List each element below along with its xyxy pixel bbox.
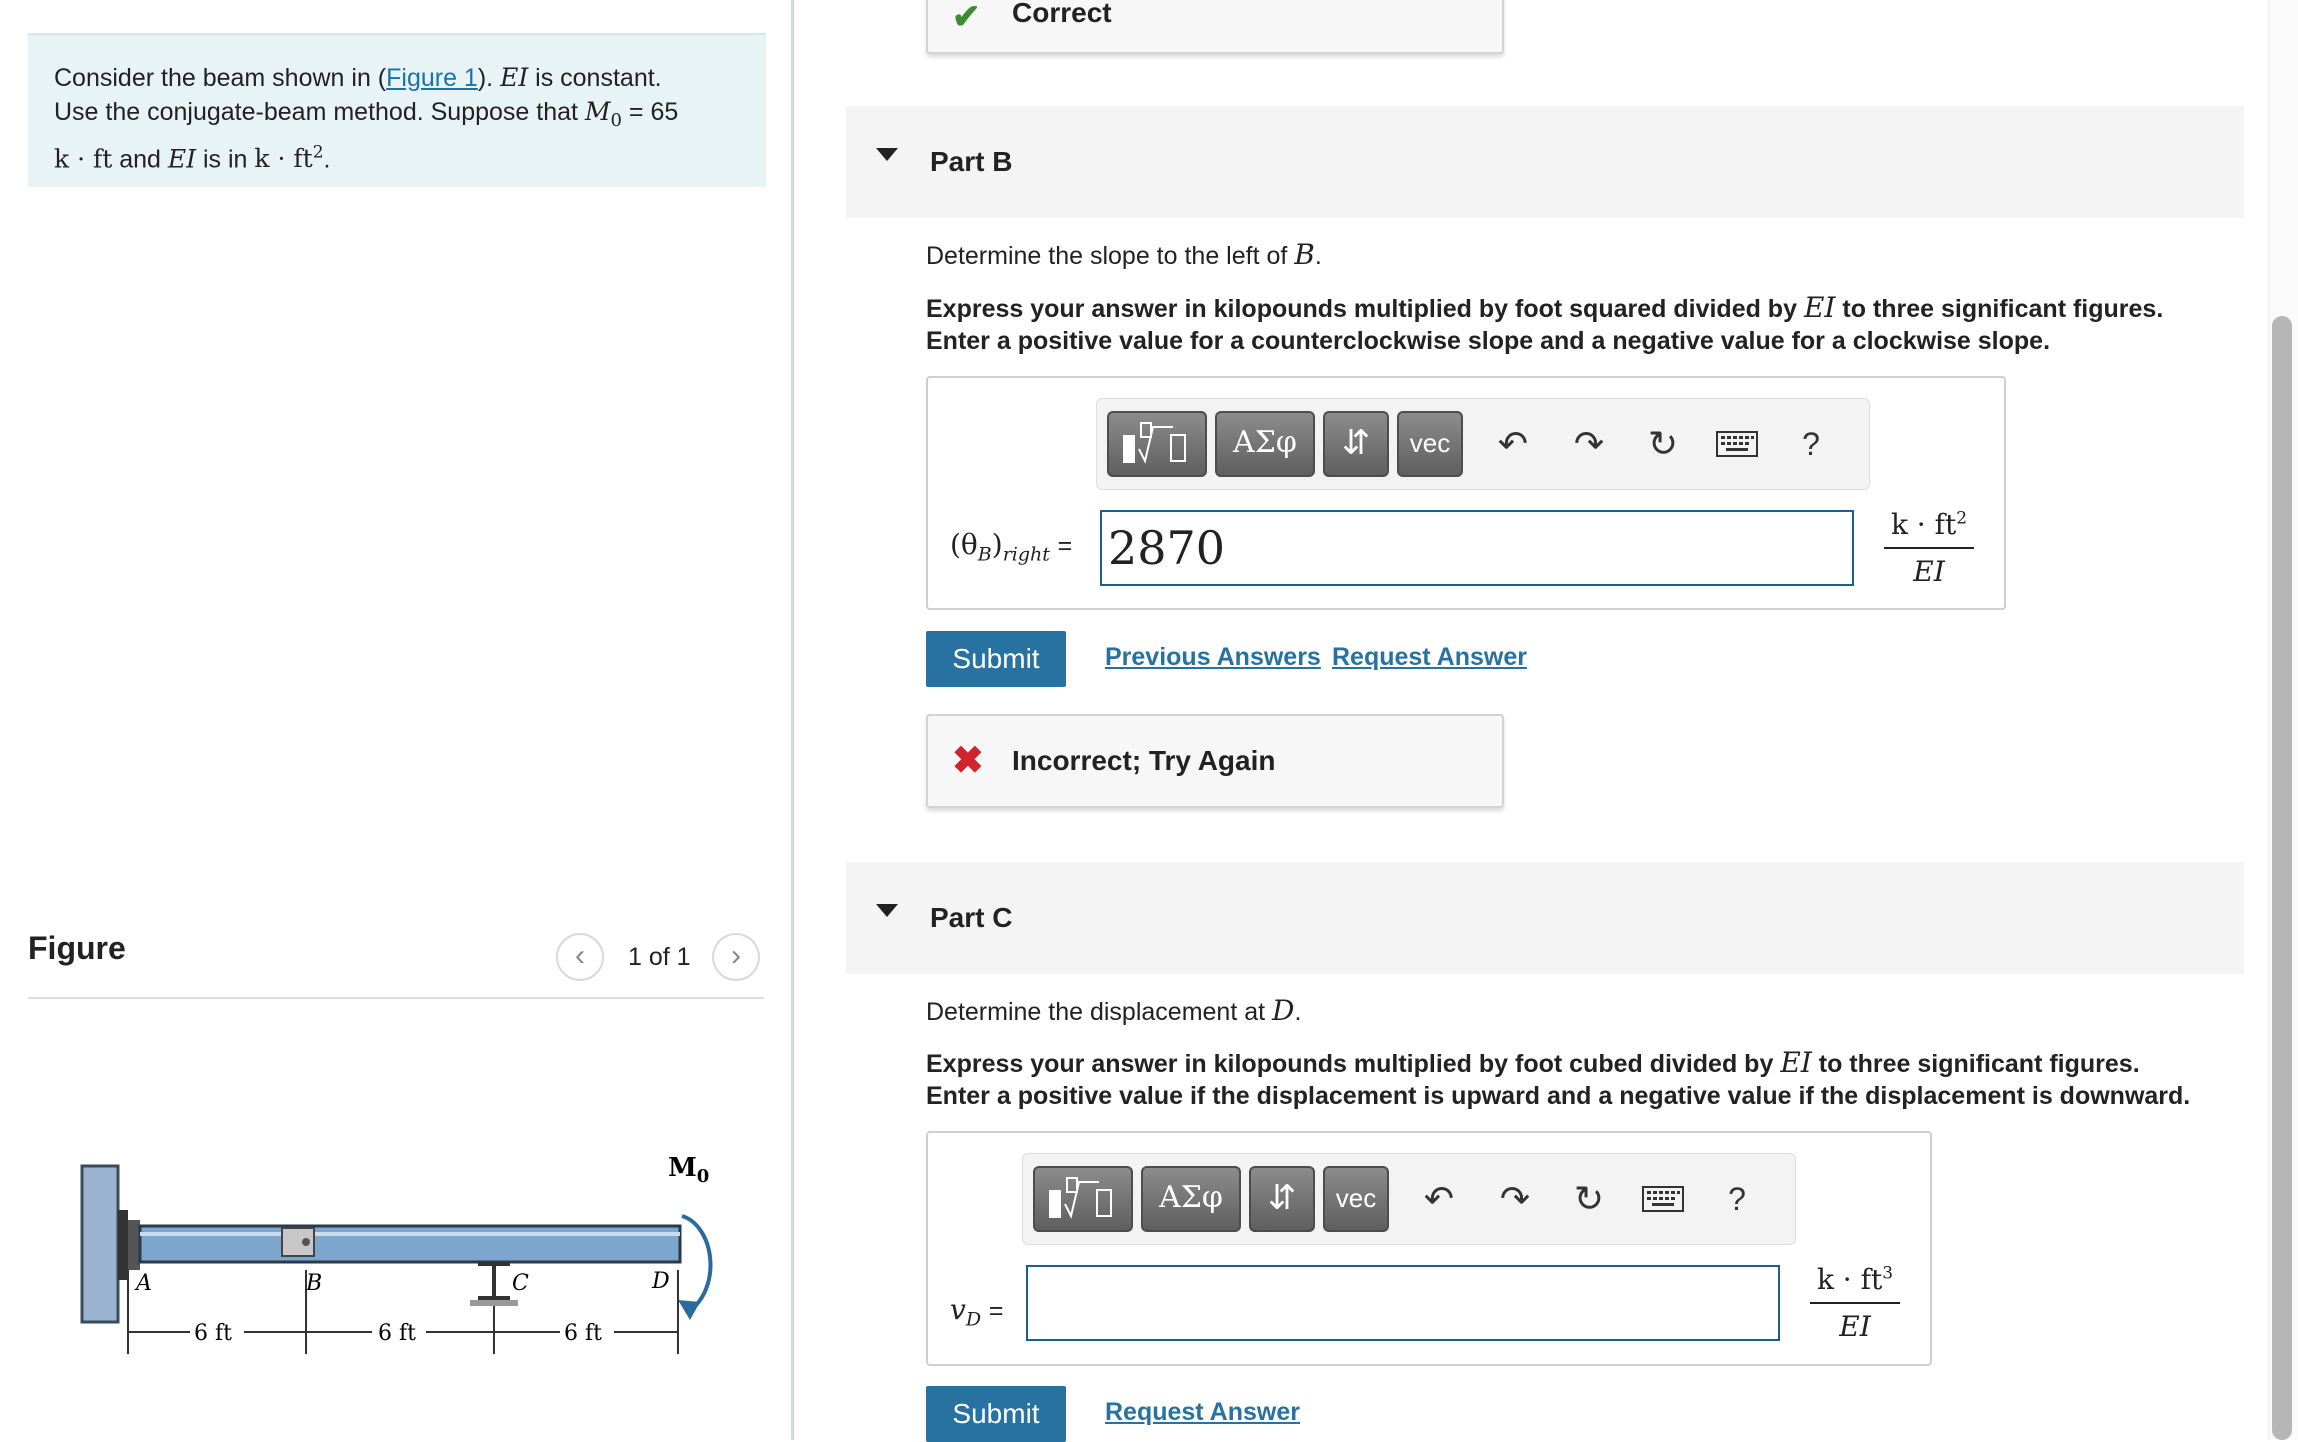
- redo-icon[interactable]: ↷: [1573, 423, 1605, 464]
- keyboard-icon[interactable]: [1639, 1172, 1687, 1226]
- feedback-text: Incorrect; Try Again: [1012, 745, 1276, 776]
- arrows-button[interactable]: ⇵: [1323, 411, 1389, 477]
- part-b-submit-button[interactable]: Submit: [926, 631, 1066, 687]
- chevron-right-icon[interactable]: ›: [712, 933, 760, 981]
- problem-text-3: is constant.: [535, 64, 662, 92]
- dim-span-3: 6 ft: [564, 1321, 602, 1346]
- problem-pane: [0, 0, 793, 1440]
- chevron-left-icon[interactable]: ‹: [556, 933, 604, 981]
- math-toolbar: [1022, 1153, 1796, 1245]
- label-d: D: [652, 1269, 670, 1294]
- part-c-title: Part C: [930, 902, 1013, 933]
- unit-kft2: $k \cdot ft^2$: [254, 143, 324, 174]
- moment-label: $M_0$: [668, 1153, 710, 1187]
- part-c-instructions: Express your answer in kilopounds multiplied by foot cubed divided by EI to three significant figures. Enter a positive value if the displacement is upward and a negative value if the displacement is downward.: [926, 1046, 2191, 1110]
- help-button[interactable]: ?: [1728, 1181, 1746, 1217]
- part-b-variable: $(\theta_B)_{right}$ =: [950, 528, 1073, 566]
- redo-icon[interactable]: ↷: [1499, 1178, 1531, 1219]
- label-c: C: [512, 1271, 529, 1296]
- part-b-units: $\frac{k \cdot ft^2}{EI}$: [1884, 508, 1974, 588]
- part-b-answer-box: [926, 376, 2006, 610]
- greek-symbols-button[interactable]: ΑΣφ: [1215, 411, 1315, 477]
- part-b-feedback: [926, 714, 1504, 808]
- answer-pane: [794, 0, 2260, 1440]
- templates-button[interactable]: [1107, 411, 1207, 477]
- part-c-answer-box: [926, 1131, 1932, 1366]
- support-c: [470, 1264, 518, 1306]
- beam-figure: [60, 1140, 740, 1380]
- caret-down-icon[interactable]: [876, 904, 898, 917]
- ei-symbol-2: EI: [167, 144, 197, 174]
- part-c-question: Determine the displacement at D.: [926, 994, 1302, 1027]
- part-c-submit-button[interactable]: Submit: [926, 1386, 1066, 1442]
- figure-link[interactable]: Figure 1: [386, 64, 478, 92]
- part-c-request-answer-link[interactable]: Request Answer: [1105, 1398, 1300, 1426]
- part-b-instructions: Express your answer in kilopounds multiplied by foot squared divided by EI to three significant figures. Enter a positive value for a counterclockwise slope and a negative value for a clockwise slope.: [926, 291, 2164, 355]
- undo-icon[interactable]: ↶: [1423, 1178, 1455, 1219]
- wall-support: [82, 1166, 118, 1322]
- previous-answers-link[interactable]: Previous Answers: [1105, 643, 1321, 671]
- moment-arrow: [682, 1216, 710, 1310]
- templates-button[interactable]: [1033, 1166, 1133, 1232]
- arrows-button[interactable]: ⇵: [1249, 1166, 1315, 1232]
- greek-symbols-button[interactable]: ΑΣφ: [1141, 1166, 1241, 1232]
- scrollbar-thumb[interactable]: [2272, 316, 2292, 1440]
- keyboard-icon[interactable]: [1713, 417, 1761, 471]
- part-b-title: Part B: [930, 146, 1013, 177]
- vector-button[interactable]: vec: [1397, 411, 1463, 477]
- caret-down-icon[interactable]: [876, 148, 898, 161]
- reset-icon[interactable]: ↻: [1573, 1178, 1605, 1219]
- dim-span-2: 6 ft: [378, 1321, 416, 1346]
- m0-value: = 65: [628, 98, 679, 126]
- unit-kft: k · ft: [54, 144, 113, 174]
- dim-span-1: 6 ft: [194, 1321, 232, 1346]
- vector-button[interactable]: vec: [1323, 1166, 1389, 1232]
- problem-text-2: ).: [477, 64, 494, 92]
- problem-text-6: is in: [203, 145, 248, 174]
- checkmark-icon: ✔: [952, 0, 981, 36]
- part-b-question: Determine the slope to the left of B.: [926, 238, 1322, 271]
- part-c-answer-input[interactable]: [1026, 1265, 1780, 1341]
- problem-period: .: [323, 145, 331, 174]
- part-c-header[interactable]: [846, 862, 2244, 974]
- beam: [140, 1226, 680, 1262]
- ei-symbol: EI: [500, 63, 529, 92]
- figure-counter: 1 of 1: [628, 943, 691, 971]
- part-c-variable: $v_D$ =: [950, 1293, 1004, 1331]
- problem-text-4: Use the conjugate-beam method. Suppose that: [54, 98, 578, 126]
- problem-text-1: Consider the beam shown in (: [54, 64, 387, 92]
- math-toolbar: [1096, 398, 1870, 490]
- part-a-feedback: [926, 0, 1504, 54]
- m0-symbol: $M_0$: [584, 97, 622, 131]
- label-b: B: [306, 1271, 323, 1296]
- label-a: A: [136, 1271, 152, 1296]
- x-mark-icon: ✖: [952, 740, 984, 782]
- part-b-request-answer-link[interactable]: Request Answer: [1332, 643, 1527, 671]
- undo-icon[interactable]: ↶: [1497, 423, 1529, 464]
- part-b-header[interactable]: [846, 106, 2244, 218]
- part-c-units: $\frac{k \cdot ft^3}{EI}$: [1810, 1263, 1900, 1343]
- templates-icon: [1045, 1174, 1121, 1224]
- help-button[interactable]: ?: [1802, 426, 1820, 462]
- figure-divider: [28, 997, 764, 999]
- figure-heading: Figure: [28, 930, 126, 966]
- templates-icon: [1119, 419, 1195, 469]
- problem-text-5: and: [119, 145, 161, 174]
- reset-icon[interactable]: ↻: [1647, 423, 1679, 464]
- feedback-text: Correct: [1012, 0, 1112, 28]
- problem-statement: [28, 33, 766, 187]
- part-b-answer-input[interactable]: 2870: [1100, 510, 1854, 586]
